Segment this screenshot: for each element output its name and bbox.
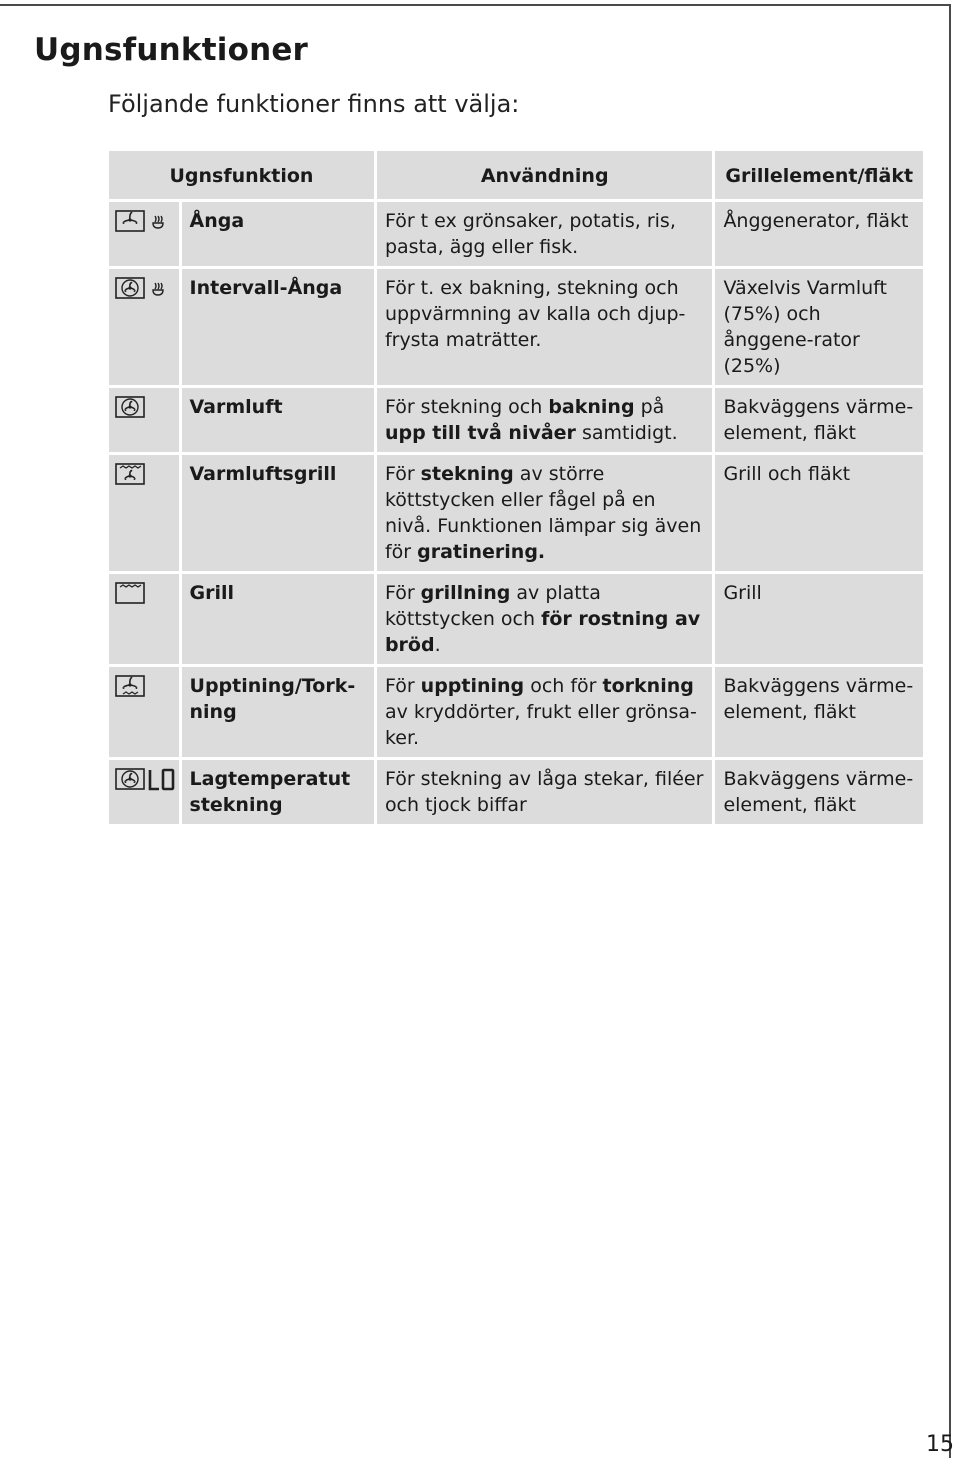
usage-text: av platta köttstycken och	[384, 582, 601, 630]
usage-text: För stekning av låga stekar, filéer och tjock biffar	[384, 768, 704, 816]
usage-text: .	[434, 634, 441, 656]
function-usage	[377, 202, 713, 266]
function-name: Lagtemperatut stekning	[182, 760, 374, 824]
usage-text: För	[384, 675, 421, 697]
function-name: Upptining/Tork-ning	[182, 667, 374, 757]
function-element: Grill och fläkt	[715, 455, 923, 571]
function-usage	[377, 574, 713, 664]
function-element: Bakväggens värme-element, fläkt	[715, 388, 923, 452]
table-row	[109, 388, 923, 452]
function-usage	[377, 667, 713, 757]
table-row	[109, 760, 923, 824]
usage-text: För	[384, 582, 421, 604]
function-symbol-cell	[109, 667, 179, 757]
table-header-row	[109, 151, 923, 199]
usage-emphasis: torkning	[602, 675, 694, 697]
usage-emphasis: gratinering.	[417, 541, 546, 563]
hot-air-grill-icon	[115, 463, 147, 487]
function-symbol-cell	[109, 388, 179, 452]
usage-text: på	[634, 396, 665, 418]
usage-text: För t ex grönsaker, potatis, ris, pasta, ägg eller fisk.	[384, 210, 676, 258]
function-name: Varmluft	[182, 388, 374, 452]
usage-text: och för	[524, 675, 603, 697]
function-symbol-cell	[109, 202, 179, 266]
usage-text: För t. ex bakning, stekning och uppvärmning av kalla och djup-frysta maträtter.	[384, 277, 686, 351]
table-row	[109, 667, 923, 757]
usage-text: av kryddörter, frukt eller grönsa-ker.	[384, 701, 697, 749]
header-element: Grillelement/fläkt	[715, 151, 923, 199]
function-name: Ånga	[182, 202, 374, 266]
function-name: Grill	[182, 574, 374, 664]
interval-steam-icon	[115, 277, 173, 301]
function-element: Växelvis Varmluft (75%) och ånggene-rator (25%)	[715, 269, 923, 385]
usage-emphasis: upptining	[420, 675, 525, 697]
function-element: Bakväggens värme-element, fläkt	[715, 760, 923, 824]
function-symbol-cell	[109, 760, 179, 824]
table-row	[109, 574, 923, 664]
hot-air-icon	[115, 396, 147, 420]
page-title: Ugnsfunktioner	[34, 32, 309, 68]
usage-emphasis: för rostning av bröd	[384, 608, 701, 656]
function-usage	[377, 455, 713, 571]
function-usage	[377, 760, 713, 824]
function-element: Grill	[715, 574, 923, 664]
usage-emphasis: stekning	[420, 463, 514, 485]
usage-text: av större köttstycken eller fågel på en nivå. Funktionen lämpar sig även för	[384, 463, 702, 563]
page-frame-top-rule	[0, 4, 951, 6]
function-symbol-cell	[109, 574, 179, 664]
page-number: 15	[926, 1432, 954, 1457]
oven-functions-table	[106, 148, 926, 827]
steam-fan-icon	[115, 210, 173, 234]
header-function: Ugnsfunktion	[109, 151, 374, 199]
usage-emphasis: bakning	[548, 396, 635, 418]
header-usage: Användning	[377, 151, 713, 199]
usage-emphasis: grillning	[420, 582, 511, 604]
function-usage	[377, 269, 713, 385]
table-row	[109, 455, 923, 571]
page-frame-right-rule	[949, 4, 951, 1458]
table-row	[109, 202, 923, 266]
usage-text: För	[384, 463, 421, 485]
function-usage	[377, 388, 713, 452]
low-temp-icon	[115, 768, 175, 792]
function-symbol-cell	[109, 269, 179, 385]
defrost-icon	[115, 675, 147, 699]
page-subtitle: Följande funktioner finns att välja:	[108, 90, 520, 118]
usage-emphasis: upp till två nivåer	[384, 422, 576, 444]
usage-text: samtidigt.	[575, 422, 678, 444]
grill-icon	[115, 582, 147, 606]
function-element: Ånggenerator, fläkt	[715, 202, 923, 266]
function-symbol-cell	[109, 455, 179, 571]
function-name: Intervall-Ånga	[182, 269, 374, 385]
usage-text: För stekning och	[384, 396, 549, 418]
function-name: Varmluftsgrill	[182, 455, 374, 571]
function-element: Bakväggens värme-element, fläkt	[715, 667, 923, 757]
table-row	[109, 269, 923, 385]
